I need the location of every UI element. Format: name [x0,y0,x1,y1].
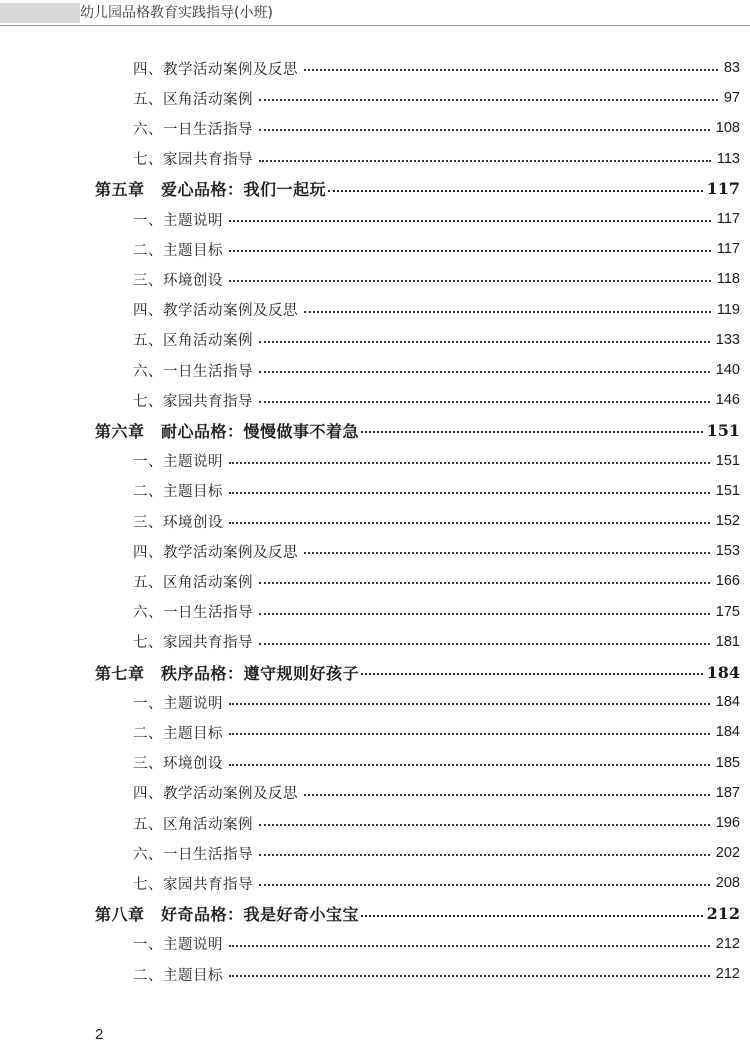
toc-page-number: 97 [723,90,740,107]
dot-leader [304,552,710,554]
toc-page-number: 208 [715,875,740,892]
toc-page-number: 133 [715,331,740,348]
toc-page-number: 151 [715,452,740,469]
toc-page-number: 187 [715,784,740,801]
toc-page-number: 175 [715,603,740,620]
toc-chapter-entry[interactable] [95,901,740,927]
section-title: 一、主题说明 [133,695,223,712]
toc-page-number: 151 [706,420,740,440]
dot-leader [259,401,710,403]
dot-leader [361,431,703,433]
section-title: 三、环境创设 [133,514,223,531]
toc-chapter-entry[interactable] [95,659,740,685]
dot-leader [304,311,711,313]
toc-section-entry[interactable] [133,206,740,232]
section-title: 五、区角活动案例 [133,816,253,833]
toc-section-entry[interactable] [133,689,740,715]
dot-leader [259,643,710,645]
toc-page-number: 202 [715,845,740,862]
toc-section-entry[interactable] [133,478,740,504]
section-title: 四、教学活动案例及反思 [133,544,298,561]
section-title: 七、家园共育指导 [133,635,253,652]
header-gray-bar [0,3,80,23]
dot-leader [304,69,718,71]
dot-leader [304,794,710,796]
section-title: 一、主题说明 [133,212,223,229]
section-title: 四、教学活动案例及反思 [133,786,298,803]
dot-leader [259,129,710,131]
section-title: 六、一日生活指导 [133,363,253,380]
toc-section-entry[interactable] [133,780,740,806]
toc-page-number: 184 [715,694,740,711]
toc-page-number: 212 [715,966,740,982]
toc-page-number: 118 [716,271,740,288]
toc-page-number: 181 [715,633,740,650]
toc-page-number: 108 [715,120,740,137]
toc-section-entry[interactable] [133,387,740,413]
section-title: 六、一日生活指导 [133,121,253,138]
toc-section-entry[interactable] [133,448,740,474]
toc-page-number: 151 [715,482,740,499]
toc-section-entry[interactable] [133,115,740,141]
dot-leader [259,613,710,615]
section-title: 三、环境创设 [133,756,223,773]
section-title: 二、主题目标 [133,484,223,501]
dot-leader [259,854,710,856]
toc-section-entry[interactable] [133,629,740,655]
book-title: 幼儿园品格教育实践指导(小班) [80,5,273,21]
toc-section-entry[interactable] [133,599,740,625]
section-title: 七、家园共育指导 [133,393,253,410]
toc-page-number: 185 [715,754,740,771]
toc-page-number: 196 [715,815,740,831]
toc-chapter-entry[interactable] [95,417,740,443]
toc-page-number: 117 [716,211,740,227]
dot-leader [229,220,711,222]
section-title: 五、区角活动案例 [133,91,253,108]
toc-section-entry[interactable] [133,236,740,262]
dot-leader [328,190,703,192]
section-title: 三、环境创设 [133,272,223,289]
toc-page-number: 212 [706,904,740,924]
toc-page-number: 83 [723,60,740,76]
dot-leader [229,280,711,282]
dot-leader [259,371,710,373]
toc-page-number: 184 [715,724,740,741]
header-rule [0,25,750,26]
toc-section-entry[interactable] [133,55,740,81]
toc-section-entry[interactable] [133,357,740,383]
dot-leader [361,673,703,675]
toc-page-number: 152 [715,513,740,529]
toc-page-number: 140 [715,362,740,378]
section-title: 七、家园共育指导 [133,152,253,169]
toc-section-entry[interactable] [133,840,740,866]
toc-page-number: 184 [706,662,740,682]
toc-page-number: 119 [716,301,740,318]
toc-page-number: 113 [716,150,740,167]
toc-section-entry[interactable] [133,538,740,564]
section-title: 六、一日生活指导 [133,846,253,863]
toc-section-entry[interactable] [133,327,740,353]
toc-section-entry[interactable] [133,568,740,594]
dot-leader [259,160,711,162]
toc-section-entry[interactable] [133,870,740,896]
toc-page-number: 117 [716,241,740,258]
section-title: 一、主题说明 [133,454,223,471]
section-title: 五、区角活动案例 [133,333,253,350]
dot-leader [229,522,710,524]
toc-section-entry[interactable] [133,931,740,957]
dot-leader [259,884,710,886]
section-title: 六、一日生活指导 [133,605,253,622]
toc-section-entry[interactable] [133,297,740,323]
section-title: 五、区角活动案例 [133,574,253,591]
toc-page-number: 153 [715,543,740,560]
dot-leader [361,915,703,917]
toc-section-entry[interactable] [133,961,740,987]
toc-section-entry[interactable] [133,508,740,534]
section-title: 七、家园共育指导 [133,876,253,893]
section-title: 二、主题目标 [133,242,223,259]
dot-leader [259,824,710,826]
section-title: 二、主题目标 [133,725,223,742]
toc-section-entry[interactable] [133,146,740,172]
chapter-title: 第七章 秩序品格：遵守规则好孩子 [95,663,360,683]
dot-leader [229,733,710,735]
toc-section-entry[interactable] [133,750,740,776]
dot-leader [229,703,710,705]
dot-leader [229,945,710,947]
dot-leader [229,764,710,766]
toc-page-number: 212 [715,935,740,952]
dot-leader [259,582,710,584]
toc-section-entry[interactable] [133,719,740,745]
section-title: 一、主题说明 [133,937,223,954]
toc-page-number: 146 [715,392,740,409]
dot-leader [259,99,718,101]
section-title: 四、教学活动案例及反思 [133,61,298,78]
dot-leader [229,462,710,464]
section-title: 四、教学活动案例及反思 [133,303,298,320]
dot-leader [229,975,710,977]
section-title: 二、主题目标 [133,967,223,984]
toc-section-entry[interactable] [133,85,740,111]
toc-page-number: 117 [706,179,740,199]
toc-section-entry[interactable] [133,266,740,292]
page-number: 2 [95,1026,104,1043]
dot-leader [259,341,710,343]
chapter-title: 第五章 爱心品格：我们一起玩 [95,180,327,200]
chapter-title: 第八章 好奇品格：我是好奇小宝宝 [95,905,360,925]
running-header [0,0,750,26]
toc-page-number: 166 [715,573,740,590]
toc-section-entry[interactable] [133,810,740,836]
dot-leader [229,250,711,252]
toc-chapter-entry[interactable] [95,176,740,202]
dot-leader [229,492,710,494]
chapter-title: 第六章 耐心品格：慢慢做事不着急 [95,421,360,441]
